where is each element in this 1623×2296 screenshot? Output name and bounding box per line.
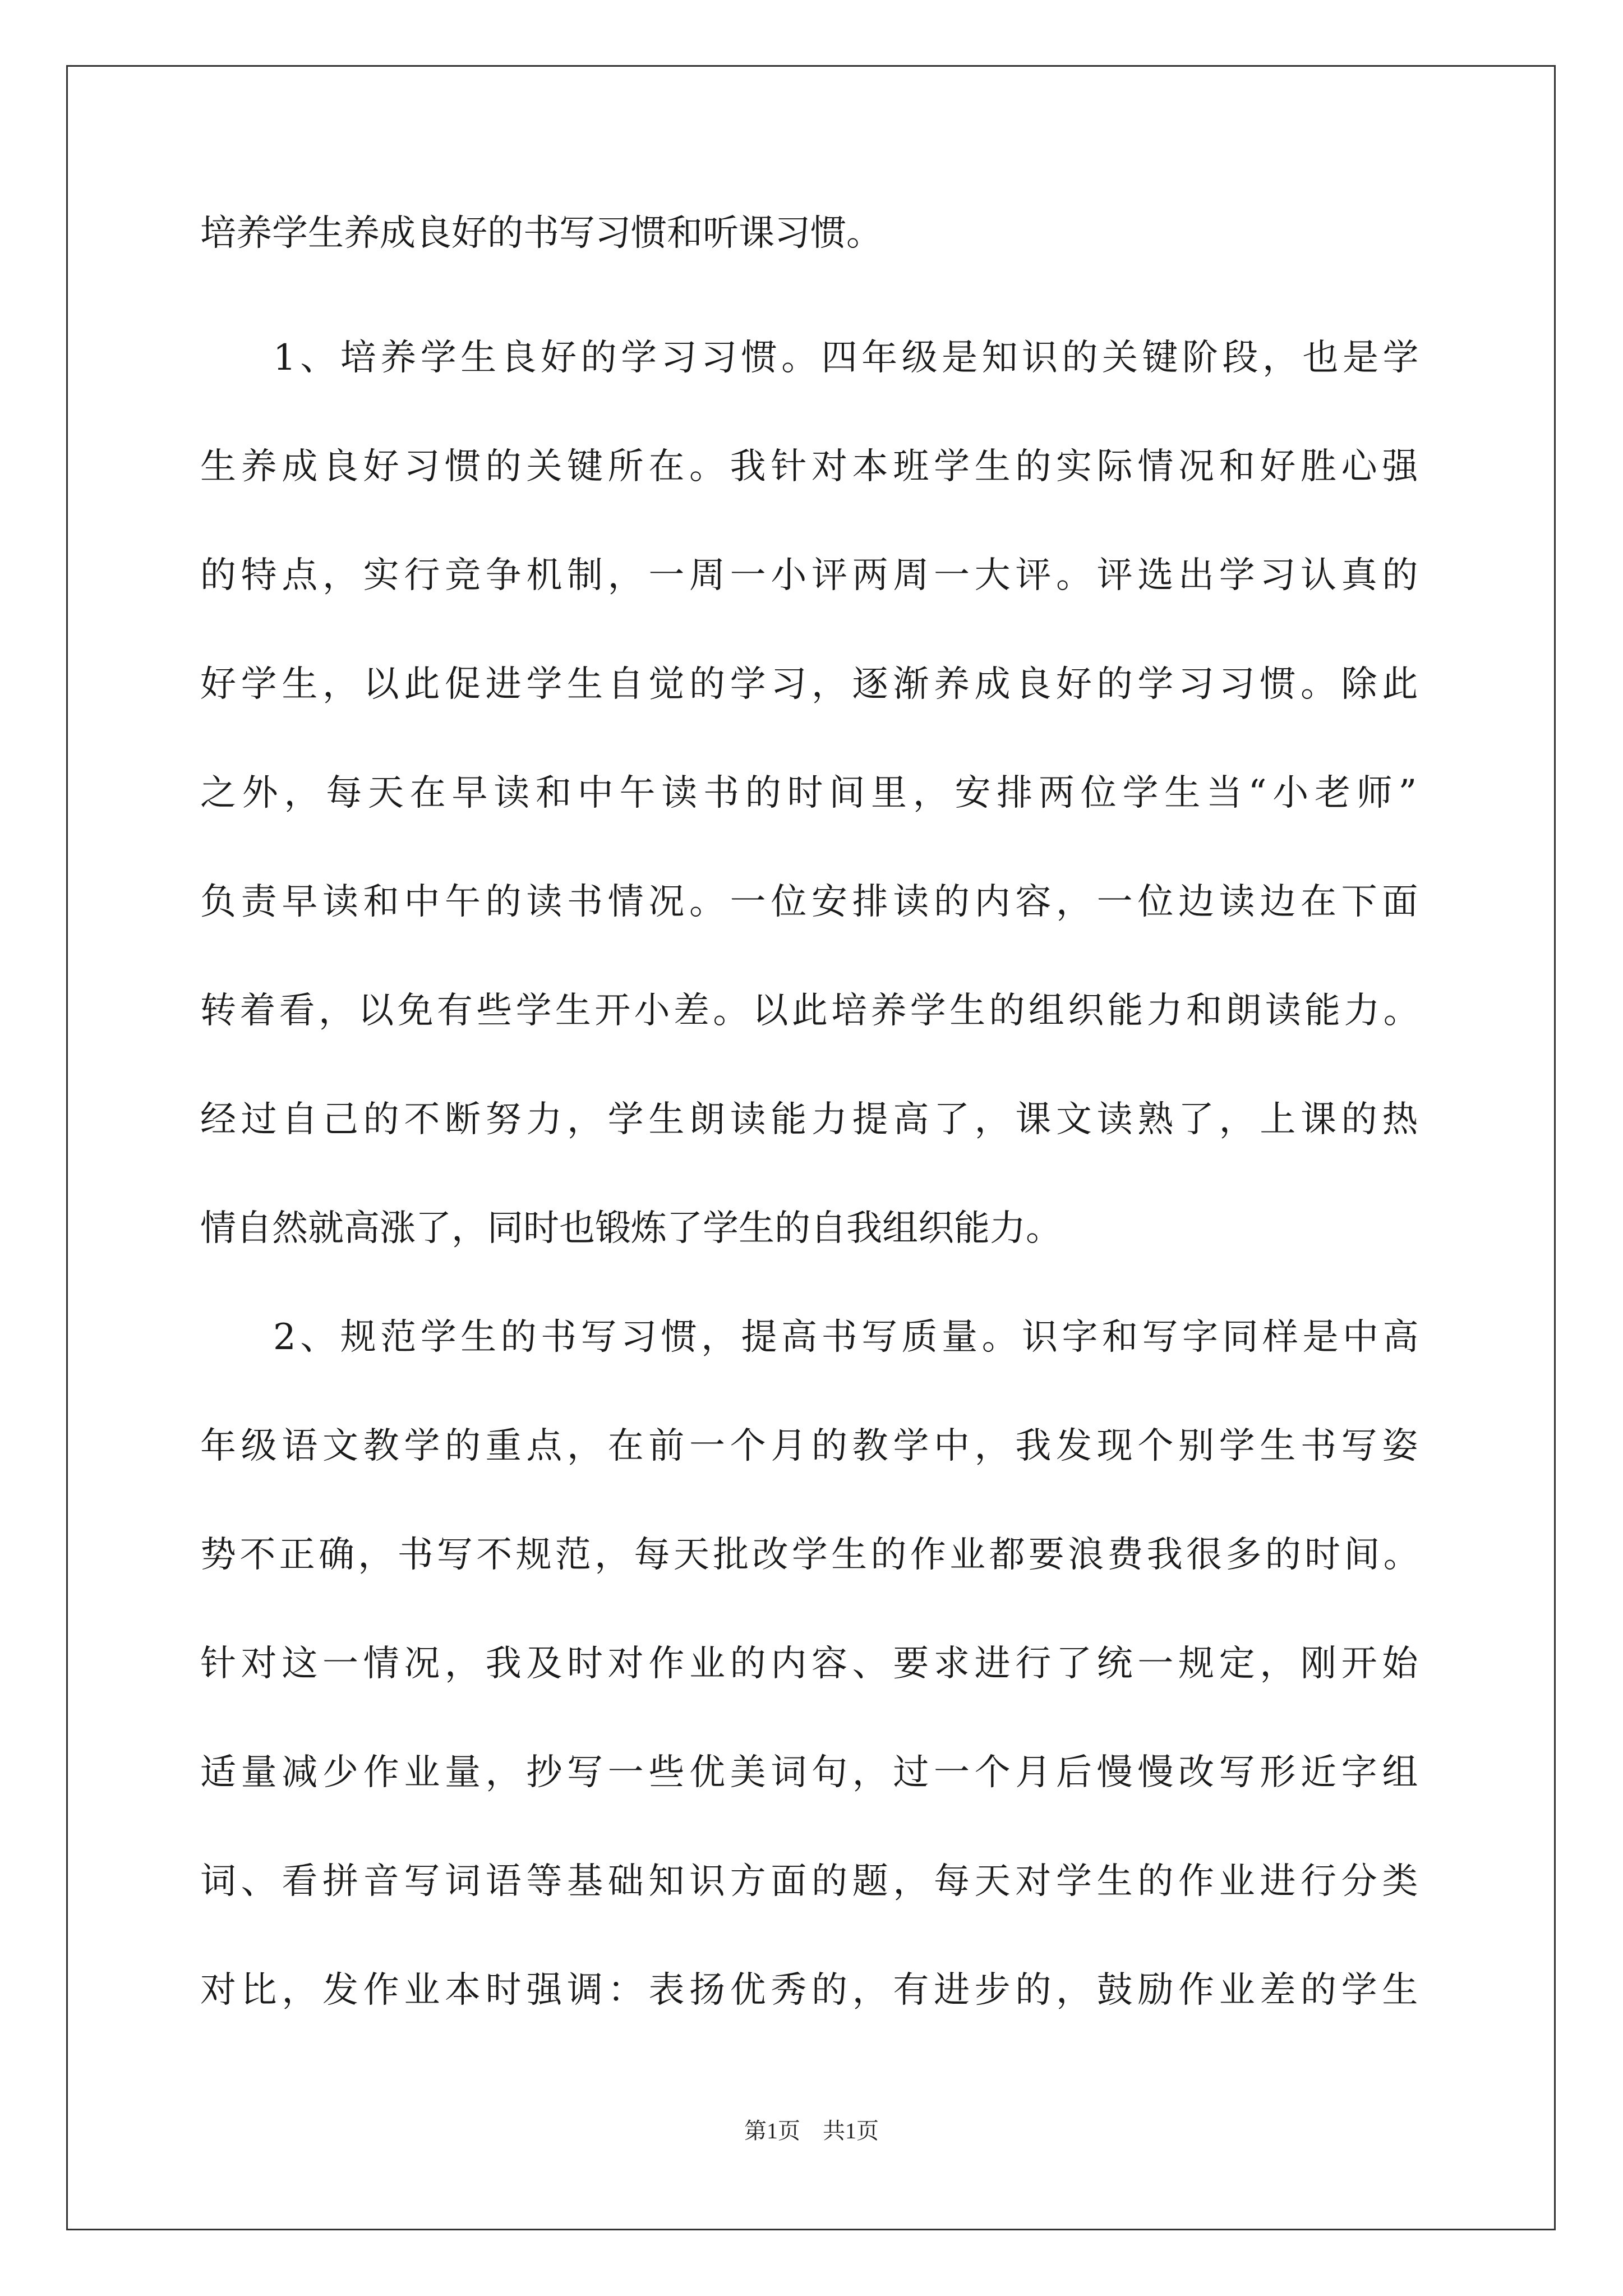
- text-line: 年级语文教学的重点，在前一个月的教学中，我发现个别学生书写姿: [200, 1425, 1423, 1467]
- text-line: 的特点，实行竞争机制，一周一小评两周一大评。评选出学习认真的: [200, 555, 1423, 596]
- text-line: 之外，每天在早读和中午读书的时间里，安排两位学生当“小老师”: [200, 772, 1423, 814]
- text-line: 词、看拼音写词语等基础知识方面的题，每天对学生的作业进行分类: [200, 1861, 1423, 1902]
- text-line: 转着看，以免有些学生开小差。以此培养学生的组织能力和朗读能力。: [200, 990, 1423, 1032]
- text-line: 负责早读和中午的读书情况。一位安排读的内容，一位边读边在下面: [200, 881, 1423, 923]
- page-footer: [0, 2120, 1623, 2142]
- text-line: 经过自己的不断努力，学生朗读能力提高了，课文读熟了，上课的热: [200, 1099, 1423, 1140]
- text-line: 1、培养学生良好的学习习惯。四年级是知识的关键阶段，也是学: [273, 337, 1423, 379]
- text-line: 培养学生养成良好的书写习惯和听课习惯。: [200, 213, 882, 254]
- text-line: 情自然就高涨了，同时也锻炼了学生的自我组织能力。: [200, 1208, 1062, 1249]
- page-number: 第1页: [744, 2118, 800, 2143]
- text-line: 生养成良好习惯的关键所在。我针对本班学生的实际情况和好胜心强: [200, 446, 1423, 487]
- text-line: 针对这一情况，我及时对作业的内容、要求进行了统一规定，刚开始: [200, 1643, 1423, 1685]
- page-border: [66, 65, 1556, 2230]
- text-line: 适量减少作业量，抄写一些优美词句，过一个月后慢慢改写形近字组: [200, 1752, 1423, 1793]
- page-total: 共1页: [823, 2118, 879, 2143]
- text-line: 好学生，以此促进学生自觉的学习，逐渐养成良好的学习习惯。除此: [200, 664, 1423, 705]
- text-line: 对比，发作业本时强调：表扬优秀的，有进步的，鼓励作业差的学生: [200, 1970, 1423, 2011]
- text-line: 势不正确，书写不规范，每天批改学生的作业都要浪费我很多的时间。: [200, 1534, 1423, 1576]
- text-line: 2、规范学生的书写习惯，提高书写质量。识字和写字同样是中高: [273, 1317, 1423, 1358]
